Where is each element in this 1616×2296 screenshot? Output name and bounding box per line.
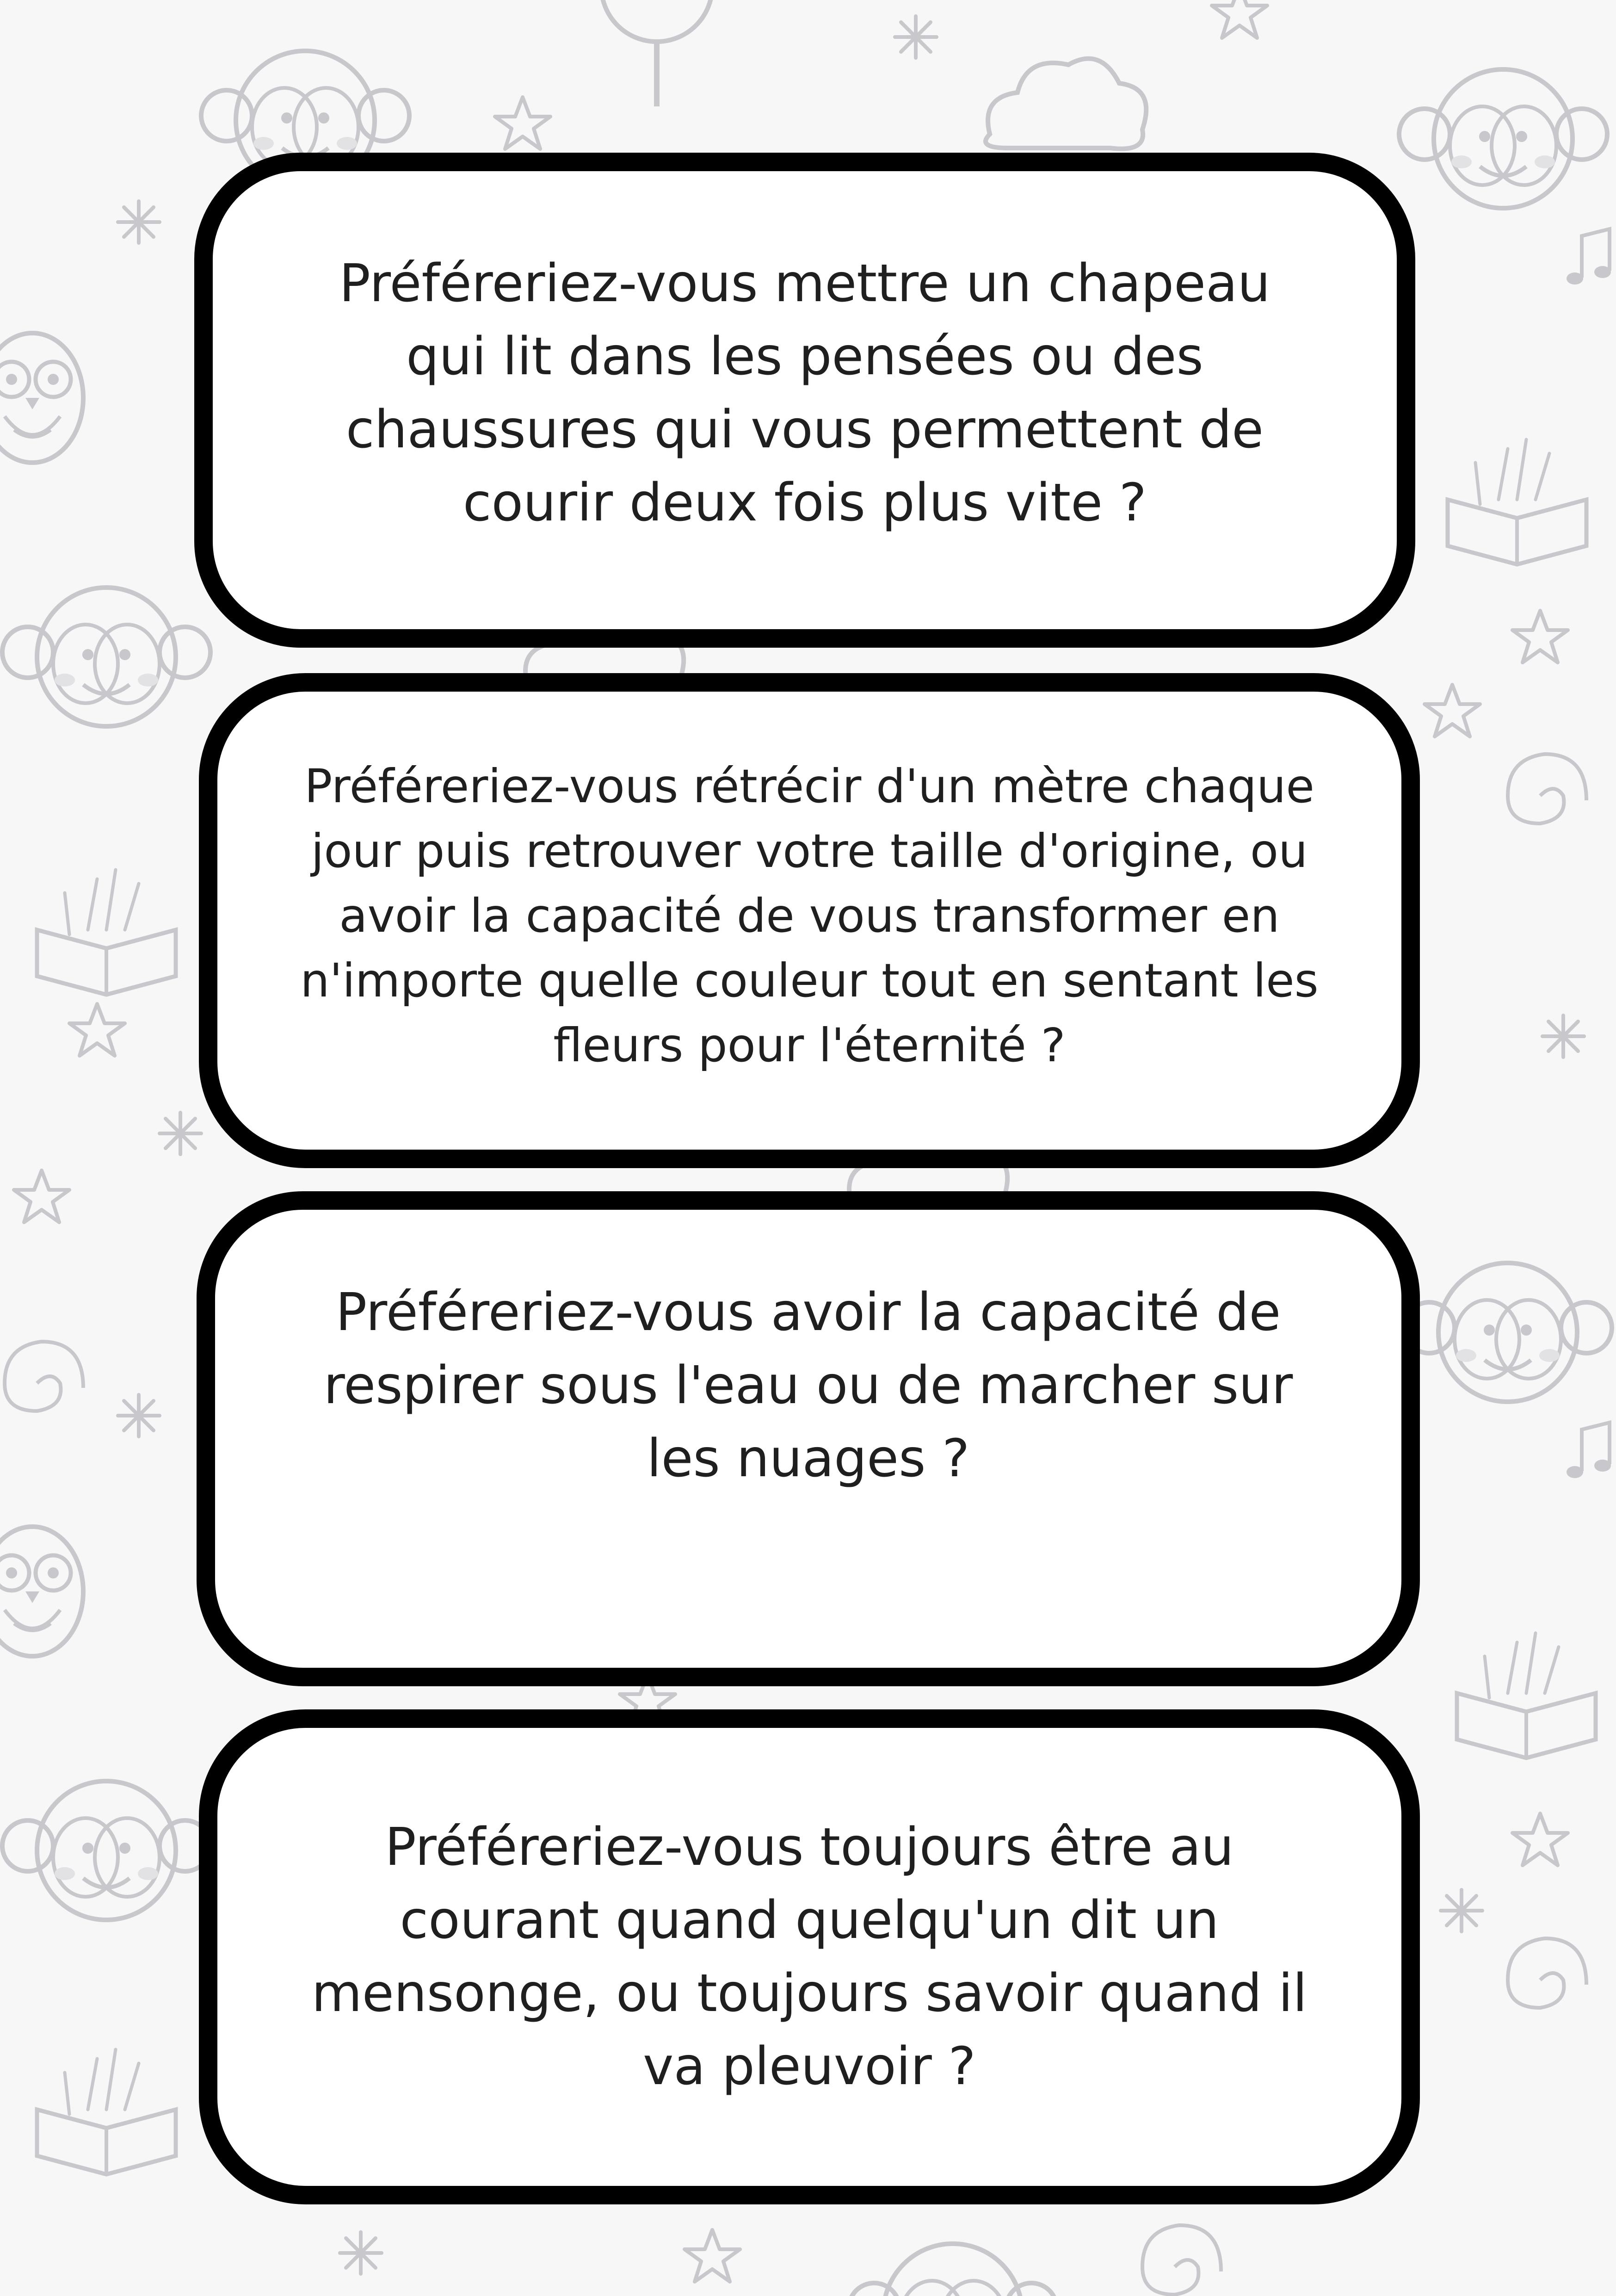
star-icon <box>69 1004 125 1056</box>
star-icon <box>1425 685 1480 736</box>
owl-icon <box>0 333 83 463</box>
question-card-4 <box>199 1709 1420 2204</box>
sparkle-icon <box>1441 1890 1482 1931</box>
spiral-icon <box>1508 1938 1586 2008</box>
question-card-3 <box>197 1191 1420 1686</box>
open-book-icon <box>37 870 176 995</box>
question-text: Préféreriez-vous toujours être au courant quand quelqu'un dit un mensonge, ou toujours savoir quand il va pleuvoir ? <box>311 1817 1308 2097</box>
spiral-icon <box>1142 2225 1221 2295</box>
star-icon <box>1512 1813 1568 1865</box>
music-note-icon <box>1567 1423 1611 1478</box>
spiral-icon <box>5 1342 83 1411</box>
owl-icon <box>0 1527 83 1656</box>
open-book-icon <box>1448 439 1586 564</box>
sparkle-icon <box>340 2232 382 2274</box>
sparkle-icon <box>895 16 937 58</box>
monkey-face-icon <box>2 588 210 726</box>
question-text: Préféreriez-vous mettre un chapeau qui lit dans les pensées ou des chaussures qui vous permettent de courir deux fois plus vite ? <box>339 254 1271 533</box>
sparkle-icon <box>160 1113 201 1154</box>
star-icon <box>1512 611 1568 662</box>
cloud-icon <box>986 59 1146 149</box>
sparkle-icon <box>118 1395 160 1436</box>
monkey-face-icon <box>1404 1263 1612 1402</box>
sparkle-icon <box>118 201 160 243</box>
question-text: Préféreriez-vous avoir la capacité de respirer sous l'eau ou de marcher sur les nuages ? <box>323 1282 1293 1489</box>
open-book-icon <box>37 2049 176 2174</box>
sparkle-icon <box>1542 1015 1584 1057</box>
monkey-face-icon <box>1399 69 1607 208</box>
tree-icon <box>601 0 712 106</box>
music-note-icon <box>1567 229 1611 285</box>
question-card-1 <box>194 153 1415 648</box>
star-icon <box>685 2230 740 2282</box>
open-book-icon <box>1457 1633 1596 1758</box>
spiral-icon <box>1508 754 1586 823</box>
star-icon <box>495 97 550 149</box>
question-text: Préféreriez-vous rétrécir d'un mètre chaque jour puis retrouver votre taille d'origine, ou avoir la capacité de vous transformer en n'importe quelle couleur tout en sentant les fleurs pour l'éternité ? <box>300 759 1319 1072</box>
star-icon <box>1212 0 1267 38</box>
monkey-face-icon <box>2 1781 210 1920</box>
question-card-2 <box>199 673 1420 1168</box>
monkey-face-icon <box>849 2244 1057 2296</box>
star-icon <box>14 1170 69 1222</box>
